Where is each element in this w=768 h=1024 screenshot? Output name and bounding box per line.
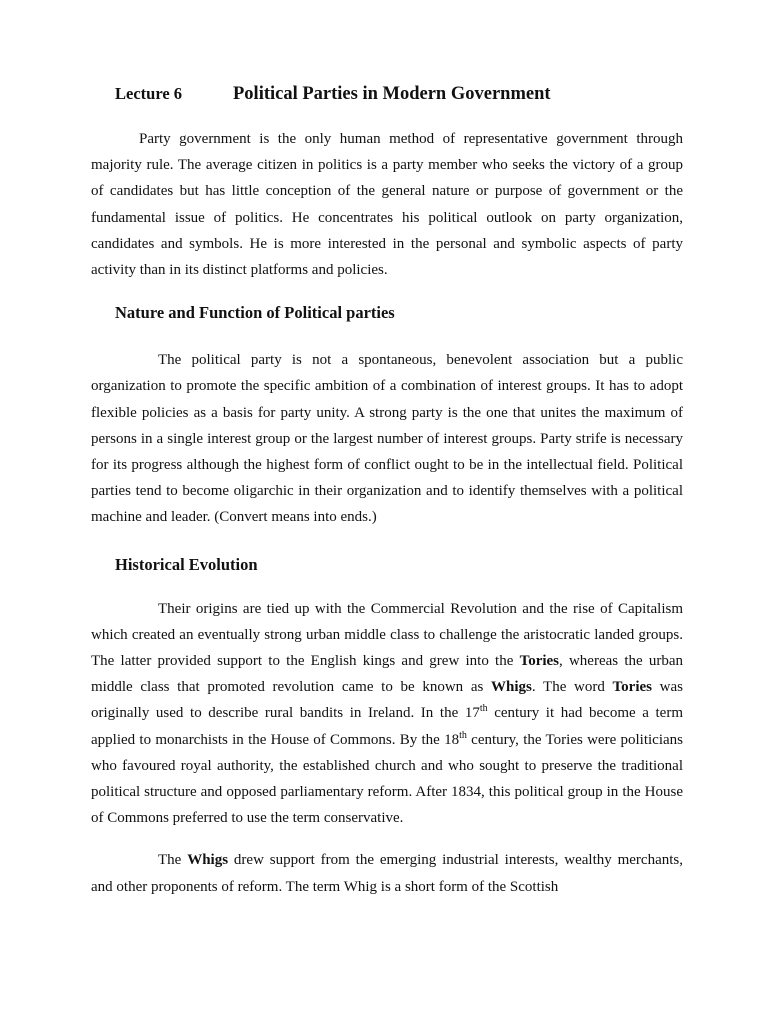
history-paragraph-1 [91, 596, 683, 832]
lecture-number: Lecture 6 [115, 84, 183, 103]
history-paragraph-2 [91, 847, 683, 899]
history-p2-text-1: The [158, 852, 188, 869]
tories-term: Tories [519, 653, 560, 670]
whigs-term-2: Whigs [187, 852, 229, 869]
history-p1-text-3: . The word [531, 679, 613, 696]
intro-paragraph: Party government is the only human method of representative government through majority rule. The average citizen in politics is a party member who seeks the victory of a group of candidates but has little conception of the general nature or purpose of government or the fundamental issue of politics. He concentrates his political outlook on party organization, candidates and symbols. He is more interested in the personal and symbolic aspects of party activity than in its distinct platforms and policies. [91, 131, 683, 279]
history-p1-text-5: century it had become a term applied to monarchists in the House of Commons. By the 18 [91, 705, 683, 748]
ordinal-suffix-2: th [459, 729, 467, 741]
lecture-heading [91, 84, 683, 114]
history-p1-text-4: was originally used to describe rural bandits in Ireland. In the 17 [91, 679, 683, 722]
document-page [91, 84, 683, 900]
history-p1-text-1: Their origins are tied up with the Commercial Revolution and the rise of Capitalism which created an eventually strong urban middle class to challenge the aristocratic landed groups. The latter provided support to the English kings and grew into the [91, 600, 683, 670]
history-p1-text-6: century, the Tories were politicians who favoured royal authority, the established church and who sought to preserve the traditional political structure and opposed parliamentary reform. After 1834, this political group in the House of Commons preferred to use the term conservative. [91, 731, 683, 827]
section-heading-nature: Nature and Function of Political parties [115, 303, 395, 323]
section-heading-history: Historical Evolution [115, 554, 258, 574]
whigs-term: Whigs [491, 679, 532, 696]
tories-term-2: Tories [612, 679, 652, 696]
nature-paragraph: The political party is not a spontaneous, benevolent association but a public organization to promote the specific ambition of a combination of interest groups. It has to adopt flexible policies as a basis for party unity. A strong party is the one that unites the maximum of persons in a single interest group or the largest number of interest groups. Party strife is necessary for its progress although the highest form of conflict ought to be in the intellectual field. Political parties tend to become oligarchic in their organization and to identify themselves with a political machine and leader. (Convert means into ends.) [91, 352, 683, 526]
lecture-title: Political Parties in Modern Government [233, 84, 551, 104]
ordinal-suffix: th [479, 703, 488, 715]
history-p1-text-2: , whereas the urban middle class that promoted revolution came to be known as [91, 653, 683, 696]
history-p2-text-2: drew support from the emerging industrial interests, wealthy merchants, and other proponents of reform. The term Whig is a short form of the Scottish [91, 852, 683, 895]
